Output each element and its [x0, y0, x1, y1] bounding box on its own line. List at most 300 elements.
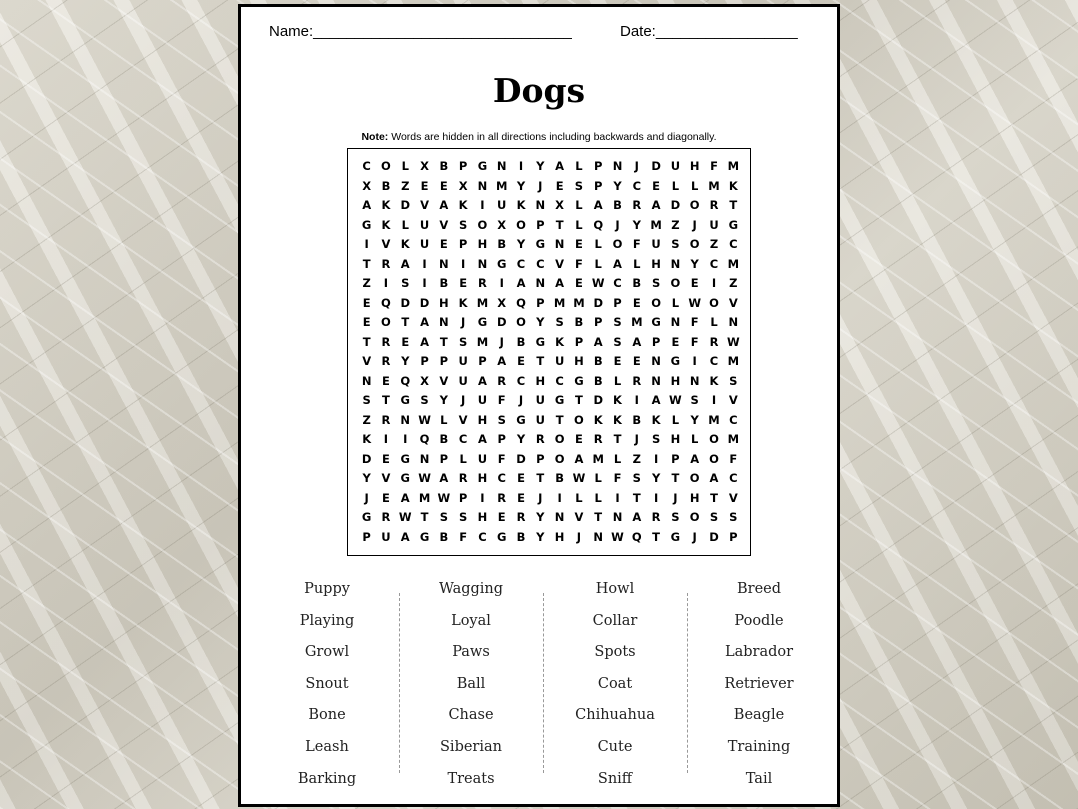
grid-letter: D [400, 198, 411, 212]
grid-letter: V [439, 217, 449, 232]
worksheet-page [238, 4, 840, 807]
grid-letter: I [518, 159, 524, 173]
grid-letter: N [728, 315, 739, 329]
grid-letter: S [458, 334, 468, 349]
grid-letter: E [517, 490, 525, 505]
grid-letter: T [536, 471, 545, 485]
grid-letter: C [709, 256, 719, 271]
grid-letter: S [362, 393, 371, 407]
grid-letter: H [689, 490, 700, 505]
grid-letter: D [593, 295, 603, 310]
grid-letter: P [613, 295, 622, 310]
grid-letter: M [418, 490, 431, 505]
grid-letter: A [497, 354, 507, 368]
grid-letter: L [594, 471, 602, 485]
grid-letter: A [477, 432, 487, 446]
grid-letter: G [400, 471, 410, 485]
grid-letter: T [710, 490, 718, 505]
word-bank-item: Beagle [733, 707, 785, 724]
grid-letter: R [478, 276, 487, 290]
grid-letter: E [632, 354, 641, 368]
grid-letter: T [671, 471, 680, 485]
grid-letter: X [458, 178, 468, 193]
grid-letter: K [516, 198, 526, 212]
grid-letter: A [400, 529, 410, 544]
word-bank-item: Breed [736, 581, 782, 597]
grid-letter: P [536, 295, 545, 310]
word-bank-item: Collar [592, 612, 638, 629]
grid-letter: W [572, 471, 586, 485]
grid-letter: T [401, 315, 410, 329]
grid-letter: I [460, 256, 466, 271]
grid-letter: M [727, 354, 740, 368]
grid-letter: Z [401, 178, 410, 193]
grid-letter: B [497, 237, 507, 251]
grid-letter: Q [381, 295, 391, 310]
grid-letter: O [651, 295, 661, 310]
grid-letter: G [400, 393, 410, 407]
grid-letter: R [381, 354, 391, 368]
grid-letter: V [381, 237, 391, 251]
grid-letter: I [403, 432, 408, 446]
grid-letter: U [535, 393, 545, 407]
grid-letter: W [726, 334, 740, 349]
grid-letter: B [632, 276, 642, 290]
grid-letter: N [477, 256, 488, 271]
grid-letter: E [382, 451, 390, 466]
grid-letter: N [361, 373, 372, 388]
grid-letter: G [400, 451, 410, 466]
grid-letter: B [439, 276, 449, 290]
grid-letter: B [381, 178, 391, 193]
word-bank-item: Labrador [724, 644, 794, 661]
word-bank-item: Retriever [724, 675, 794, 692]
grid-letter: S [439, 510, 448, 524]
grid-letter: A [439, 198, 449, 212]
grid-letter: W [418, 412, 431, 427]
grid-letter: I [383, 276, 389, 290]
grid-letter: U [477, 451, 488, 466]
grid-letter: Y [690, 256, 699, 271]
grid-letter: F [710, 159, 718, 173]
grid-letter: S [613, 315, 622, 329]
grid-letter: L [401, 217, 409, 232]
grid-letter: N [651, 373, 661, 388]
grid-letter: P [729, 529, 738, 544]
word-bank-item: Poodle [734, 612, 784, 629]
grid-letter: P [651, 334, 661, 349]
grid-letter: R [381, 510, 391, 524]
grid-letter: O [670, 276, 681, 290]
grid-letter: D [651, 159, 661, 173]
word-bank-item: Barking [297, 770, 357, 787]
word-bank-item: Bone [308, 707, 346, 724]
grid-letter: S [729, 510, 738, 524]
word-bank-item: Sniff [597, 770, 633, 787]
grid-letter: V [362, 354, 372, 368]
grid-letter: E [420, 178, 429, 193]
grid-letter: X [420, 373, 429, 388]
grid-letter: K [555, 334, 565, 349]
grid-letter: B [516, 334, 526, 349]
grid-letter: X [420, 159, 429, 173]
grid-letter: L [691, 178, 699, 193]
grid-letter: O [516, 217, 526, 232]
grid-letter: R [709, 334, 719, 349]
grid-letter: L [594, 490, 602, 505]
grid-letter: R [593, 432, 603, 446]
grid-letter: E [439, 178, 448, 193]
grid-letter: H [554, 529, 565, 544]
grid-letter: A [709, 471, 719, 485]
grid-letter: L [671, 412, 680, 427]
grid-letter: G [670, 354, 681, 368]
grid-letter: F [729, 451, 738, 466]
grid-letter: M [496, 178, 508, 193]
grid-letter: C [478, 529, 487, 544]
grid-letter: E [574, 237, 583, 251]
grid-letter: C [729, 237, 738, 251]
word-bank-item: Training [727, 738, 791, 755]
grid-letter: V [728, 490, 738, 505]
grid-letter: S [651, 276, 661, 290]
grid-letter: N [670, 256, 681, 271]
grid-letter: A [555, 276, 565, 290]
grid-letter: L [459, 451, 467, 466]
word-bank-item: Ball [456, 675, 486, 692]
grid-letter: M [592, 451, 604, 466]
grid-letter: W [669, 393, 682, 407]
grid-letter: G [361, 510, 372, 524]
note-text: Words are hidden in all directions including backwards and diagonally. [388, 131, 717, 143]
grid-letter: A [420, 315, 429, 329]
grid-letter: J [460, 393, 466, 407]
grid-letter: P [593, 159, 603, 173]
grid-letter: W [398, 510, 412, 524]
grid-letter: J [538, 178, 543, 193]
grid-letter: L [401, 159, 409, 173]
grid-letter: E [555, 178, 564, 193]
grid-letter: G [535, 334, 546, 349]
grid-letter: L [575, 198, 583, 212]
word-column [255, 577, 399, 798]
grid-letter: A [632, 510, 642, 524]
grid-letter: X [497, 295, 507, 310]
grid-letter: M [727, 159, 740, 173]
word-bank-item: Puppy [304, 581, 350, 597]
grid-letter: H [477, 237, 488, 251]
grid-letter: T [362, 334, 371, 349]
grid-letter: Y [439, 393, 448, 407]
grid-letter: K [458, 295, 468, 310]
grid-letter: E [652, 178, 661, 193]
grid-letter: A [651, 198, 661, 212]
word-bank-item: Leash [305, 738, 349, 755]
grid-letter: K [362, 432, 372, 446]
grid-letter: H [477, 471, 488, 485]
grid-letter: P [458, 490, 468, 505]
grid-letter: E [497, 510, 506, 524]
grid-letter: V [420, 198, 429, 212]
grid-letter: R [497, 490, 507, 505]
grid-letter: I [422, 276, 427, 290]
grid-letter: H [670, 432, 681, 446]
grid-letter: E [439, 237, 448, 251]
grid-letter: B [516, 529, 526, 544]
grid-letter: J [692, 529, 697, 544]
grid-letter: I [364, 237, 369, 251]
grid-letter: E [690, 276, 699, 290]
grid-letter: P [497, 432, 506, 446]
word-bank [255, 577, 831, 797]
grid-letter: J [634, 432, 639, 446]
word-bank-item: Chase [448, 707, 494, 724]
grid-letter: J [692, 217, 697, 232]
grid-letter: R [516, 510, 526, 524]
grid-letter: H [574, 354, 584, 368]
word-bank-item: Siberian [440, 738, 502, 755]
grid-letter: K [458, 198, 468, 212]
grid-letter: Y [516, 237, 526, 251]
grid-letter: T [382, 393, 390, 407]
grid-letter: I [634, 393, 639, 407]
grid-letter: I [711, 393, 717, 407]
grid-letter: L [594, 237, 602, 251]
grid-letter: P [536, 217, 545, 232]
grid-letter: O [709, 295, 719, 310]
grid-letter: S [497, 412, 506, 427]
grid-letter: O [381, 315, 391, 329]
grid-letter: V [458, 412, 468, 427]
grid-letter: U [419, 217, 430, 232]
grid-letter: A [555, 159, 565, 173]
grid-letter: J [615, 217, 620, 232]
grid-letter: A [613, 256, 622, 271]
grid-letter: Y [536, 529, 545, 544]
grid-letter: I [692, 354, 697, 368]
grid-letter: B [555, 471, 564, 485]
grid-letter: M [553, 295, 566, 310]
grid-letter: B [593, 373, 603, 388]
grid-letter: U [497, 198, 507, 212]
word-column [399, 577, 543, 798]
word-bank-item: Coat [597, 675, 633, 692]
grid-letter: L [594, 256, 602, 271]
grid-letter: L [440, 412, 448, 427]
grid-letter: S [574, 178, 584, 193]
grid-letter: P [458, 159, 468, 173]
grid-letter: D [400, 295, 411, 310]
grid-letter: N [439, 315, 449, 329]
word-search-grid-box [347, 148, 751, 556]
grid-letter: U [554, 354, 565, 368]
grid-letter: G [497, 256, 507, 271]
grid-letter: D [516, 451, 526, 466]
grid-letter: S [651, 432, 661, 446]
grid-letter: W [591, 276, 605, 290]
grid-letter: N [439, 256, 449, 271]
grid-letter: I [711, 276, 717, 290]
grid-letter: F [497, 451, 506, 466]
grid-letter: C [709, 354, 719, 368]
grid-letter: R [381, 412, 391, 427]
grid-letter: W [688, 295, 702, 310]
grid-letter: D [361, 451, 372, 466]
grid-letter: E [459, 276, 468, 290]
grid-letter: N [651, 354, 661, 368]
grid-letter: F [574, 256, 583, 271]
grid-letter: G [419, 529, 430, 544]
grid-letter: J [499, 334, 504, 349]
grid-letter: E [613, 354, 622, 368]
grid-letter: Z [362, 412, 371, 427]
grid-letter: F [690, 315, 699, 329]
grid-letter: B [439, 529, 449, 544]
grid-letter: M [573, 295, 585, 310]
grid-letter: W [611, 529, 624, 544]
grid-letter: P [439, 354, 449, 368]
grid-letter: R [632, 373, 642, 388]
grid-letter: J [538, 490, 543, 505]
grid-letter: S [420, 393, 429, 407]
grid-letter: H [439, 295, 449, 310]
grid-letter: O [554, 432, 565, 446]
grid-letter: T [652, 529, 661, 544]
grid-letter: G [535, 237, 546, 251]
grid-letter: Y [632, 217, 641, 232]
grid-letter: J [576, 529, 582, 544]
grid-letter: R [381, 334, 391, 349]
grid-letter: N [612, 510, 623, 524]
grid-letter: Q [516, 295, 526, 310]
grid-letter: E [574, 276, 583, 290]
grid-letter: J [634, 159, 639, 173]
grid-letter: G [516, 412, 526, 427]
grid-letter: P [458, 237, 468, 251]
grid-letter: J [673, 490, 678, 505]
grid-letter: Y [613, 178, 622, 193]
grid-letter: N [496, 159, 507, 173]
grid-letter: R [381, 256, 391, 271]
grid-letter: H [651, 256, 661, 271]
word-bank-item: Snout [305, 675, 349, 692]
grid-letter: N [400, 412, 411, 427]
grid-letter: H [477, 412, 488, 427]
grid-letter: L [575, 490, 583, 505]
grid-letter: B [613, 198, 622, 212]
grid-letter: O [554, 451, 565, 466]
grid-letter: K [613, 393, 622, 407]
grid-letter: Q [593, 217, 604, 232]
grid-letter: Z [729, 276, 738, 290]
grid-letter: A [516, 276, 526, 290]
grid-letter: W [437, 490, 451, 505]
grid-letter: O [689, 510, 700, 524]
grid-letter: W [418, 471, 431, 485]
grid-letter: I [480, 490, 485, 505]
grid-letter: O [381, 159, 391, 173]
grid-letter: P [439, 451, 449, 466]
grid-letter: Z [709, 237, 719, 251]
grid-letter: G [497, 529, 507, 544]
word-bank-item: Spots [594, 644, 636, 661]
grid-letter: N [535, 198, 546, 212]
grid-letter: Y [536, 159, 545, 173]
grid-letter: A [400, 256, 410, 271]
grid-letter: L [671, 178, 680, 193]
grid-letter: S [555, 315, 564, 329]
grid-letter: C [555, 373, 564, 388]
word-bank-item: Growl [304, 644, 350, 661]
grid-letter: E [632, 295, 641, 310]
grid-letter: N [535, 276, 546, 290]
grid-letter: G [728, 217, 739, 232]
grid-letter: L [613, 373, 622, 388]
grid-letter: S [690, 393, 699, 407]
word-bank-item: Howl [595, 581, 635, 597]
grid-letter: A [690, 451, 700, 466]
name-field: Name:_______________________________ [269, 23, 572, 40]
grid-letter: I [499, 276, 504, 290]
grid-letter: S [458, 510, 468, 524]
grid-letter: A [400, 490, 410, 505]
grid-letter: P [536, 451, 545, 466]
grid-letter: Y [651, 471, 661, 485]
grid-letter: K [728, 178, 738, 193]
grid-letter: I [653, 451, 659, 466]
grid-letter: C [458, 432, 468, 446]
grid-letter: G [651, 315, 661, 329]
grid-letter: A [593, 198, 603, 212]
grid-letter: X [555, 198, 565, 212]
grid-letter: L [710, 315, 718, 329]
grid-letter: T [362, 256, 371, 271]
grid-letter: D [419, 295, 430, 310]
grid-letter: O [689, 471, 700, 485]
grid-letter: P [574, 334, 584, 349]
grid-letter: L [633, 256, 641, 271]
grid-letter: S [729, 373, 738, 388]
grid-letter: B [439, 159, 449, 173]
instruction-note [241, 131, 837, 143]
grid-letter: A [362, 198, 372, 212]
grid-letter: R [458, 471, 468, 485]
grid-letter: U [651, 237, 661, 251]
grid-letter: Z [362, 276, 371, 290]
grid-letter: F [632, 237, 641, 251]
grid-letter: J [364, 490, 369, 505]
grid-letter: Z [632, 451, 641, 466]
grid-letter: M [631, 315, 643, 329]
grid-letter: D [670, 198, 681, 212]
grid-letter: C [632, 178, 642, 193]
grid-letter: A [651, 393, 661, 407]
grid-letter: V [381, 471, 391, 485]
grid-letter: B [574, 315, 584, 329]
date-field: Date:_________________ [620, 23, 798, 40]
grid-letter: A [477, 373, 487, 388]
grid-letter: T [729, 198, 738, 212]
grid-letter: K [709, 373, 719, 388]
grid-letter: N [554, 237, 565, 251]
grid-letter: Y [516, 178, 526, 193]
grid-letter: S [613, 334, 622, 349]
grid-letter: N [670, 315, 681, 329]
grid-letter: E [362, 315, 371, 329]
grid-letter: I [422, 256, 427, 271]
word-bank-item: Cute [597, 738, 633, 755]
grid-letter: K [613, 412, 622, 427]
